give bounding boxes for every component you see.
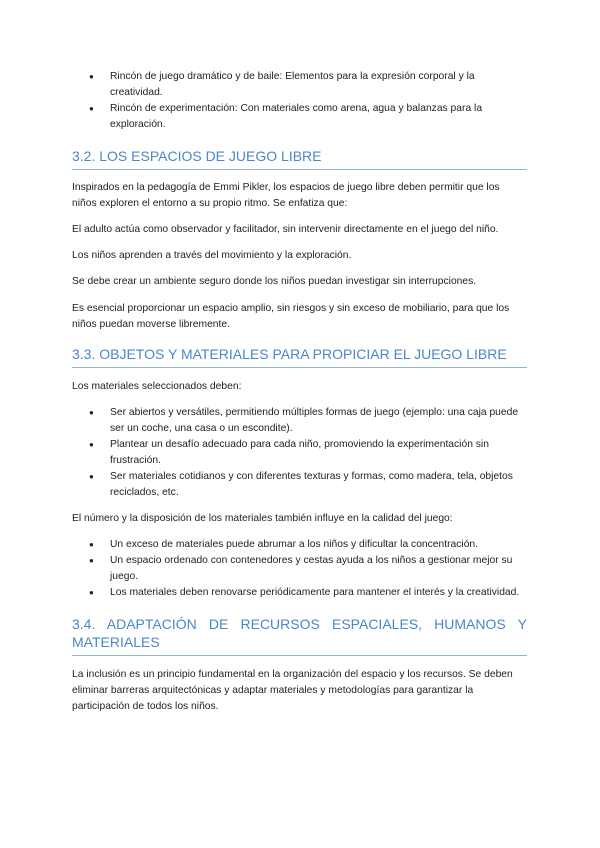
list-item: ● Rincón de experimentación: Con materiales como arena, agua y balanzas para la exploración.: [72, 101, 527, 133]
materials-list: [72, 405, 527, 500]
paragraph: Se debe crear un ambiente seguro donde los niños puedan investigar sin interrupciones.: [72, 276, 477, 288]
list-item: ● Rincón de juego dramático y de baile: Elementos para la expresión corporal y la creatividad.: [72, 69, 527, 101]
list-item: ● Un espacio ordenado con contenedores y cestas ayuda a los niños a gestionar mejor su juego.: [72, 553, 527, 585]
list-item: ● Un exceso de materiales puede abrumar a los niños y dificultar la concentración.: [72, 537, 527, 553]
paragraph: Inspirados en la pedagogía de Emmi Pikler, los espacios de juego libre deben permitir que los niños exploren el entorno a su propio ritmo. Se enfatiza que:: [72, 181, 500, 209]
paragraph: La inclusión es un principio fundamental en la organización del espacio y los recursos. Se deben eliminar barreras arquitectónicas y adaptar materiales y metodologías para garantizar la participación de todos los niños.: [72, 668, 513, 712]
paragraph: El número y la disposición de los materiales también influye en la calidad del juego:: [72, 512, 453, 524]
paragraph: Es esencial proporcionar un espacio amplio, sin riesgos y sin exceso de mobiliario, para que los niños puedan moverse libremente.: [72, 302, 510, 330]
list-item: ● Ser abiertos y versátiles, permitiendo múltiples formas de juego (ejemplo: una caja puede ser un coche, una casa o un escondite).: [72, 405, 527, 437]
list-item: ● Los materiales deben renovarse periódicamente para mantener el interés y la creatividad.: [72, 585, 527, 601]
intro-list: [72, 69, 527, 133]
list-item: ● Plantear un desafío adecuado para cada niño, promoviendo la experimentación sin frustración.: [72, 437, 527, 469]
document-page: [72, 0, 527, 715]
section-heading-3-3: 3.3. OBJETOS Y MATERIALES PARA PROPICIAR EL JUEGO LIBRE: [72, 345, 527, 368]
paragraph: El adulto actúa como observador y facilitador, sin intervenir directamente en el juego del niño.: [72, 224, 499, 236]
section-heading-3-4: 3.4. ADAPTACIÓN DE RECURSOS ESPACIALES, HUMANOS Y MATERIALES: [72, 615, 527, 656]
arrangement-list: [72, 537, 527, 601]
paragraph: Los materiales seleccionados deben:: [72, 381, 242, 393]
paragraph: Los niños aprenden a través del movimiento y la exploración.: [72, 250, 352, 262]
list-item: ● Ser materiales cotidianos y con diferentes texturas y formas, como madera, tela, objetos reciclados, etc.: [72, 469, 527, 501]
section-heading-3-2: 3.2. LOS ESPACIOS DE JUEGO LIBRE: [72, 147, 527, 170]
